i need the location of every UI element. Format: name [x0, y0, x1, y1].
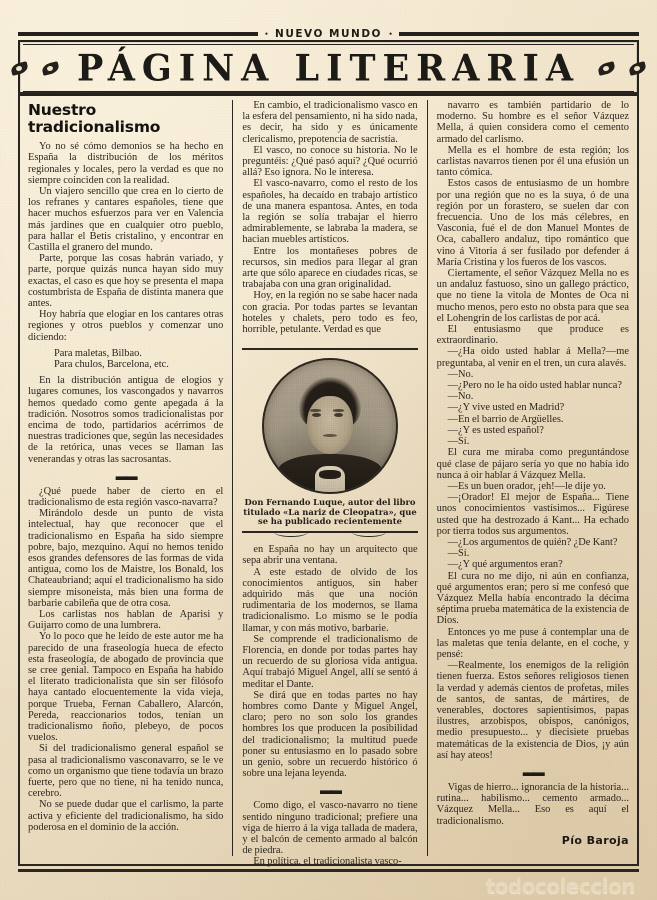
ornamental-rule-top — [242, 343, 417, 355]
ornamental-rule-bottom — [242, 526, 417, 538]
paragraph: Un viajero sencillo que crea en lo cierto de los refranes y cantares españoles, tiene que hacer muchos esfuerzos para ver en Valencia más jardines que en cualquier otro pueblo, para hallar el Betis cristalino, y encontrar en Castilla el granero del mundo. — [28, 185, 224, 253]
paragraph: No se puede dudar que el carlismo, la parte activa y eficiente del tradicionalismo, ha sido poderosa en el dominio de la acción. — [28, 799, 224, 833]
page-title: PÁGINA LITERARIA — [76, 46, 581, 90]
dialogue-line: —¿Y vive usted en Madrid? — [447, 402, 565, 414]
author-signature: Pío Baroja — [561, 833, 629, 847]
paragraph: A este estado de olvido de los conocimientos antiguos, sin haber adquirido más que una noción rudimentaria de los modernos, se llama tradicionalismo. Lo mismo se le podía llamar, y con más motivo, barbarie. — [242, 566, 418, 634]
dialogue-line: —Sí. — [447, 548, 470, 560]
kicker-bullet-right: • — [388, 28, 393, 39]
dialogue-line: —No. — [447, 391, 474, 403]
paragraph: Yo no sé cómo demonios se ha hecho en España la distribución de los méritos regionales y locales, pero la verdad es que no siempre coinciden con la realidad. — [28, 141, 224, 186]
portrait-photo — [262, 358, 398, 494]
column-2 — [232, 100, 427, 868]
dialogue-line: —¿Ha oido usted hablar á Mella?—me preguntaba, al venir en el tren, un cura alavés. — [436, 346, 629, 369]
paragraph: Ciertamente, el señor Vázquez Mella no es un andaluz fastuoso, sino un gallego práctico, que no tiene la vitola de Montes de Oca ni mucho menos, pero esto no obsta para que sea el Lohengrin de los carlistas de por acá. — [436, 268, 629, 324]
leaf-ornament-icon — [11, 63, 28, 74]
paragraph: Mella es el hombre de esta región; los carlistas navarros tienen por él una efusión un tanto cómica. — [436, 144, 629, 179]
footer-rule — [18, 869, 639, 872]
photo-caption: Don Fernando Luque, autor del libro titulado «La nariz de Cleopatra», que se ha publicado recientemente — [243, 497, 417, 526]
paragraph: Entre los montañeses pobres de recursos, sin medios para llegar al gran arte que sólo aparece en ciudades ricas, se trabajaba con una gran originalidad. — [242, 245, 418, 291]
paragraph: En la distribución antigua de elogios y lugares comunes, los vascongados y navarros hemos quedado como gente apegada á la tradición. Nosotros somos tradicionalistas por encima de todo, partidarios acérrimos de nuestras tradiciones que, según las necesidades de la retórica, unas veces se llaman las venerandas y otras las sacrosantas. — [28, 375, 224, 465]
column-3 — [428, 100, 629, 856]
photo-block — [242, 343, 417, 538]
watermark: todocoleccion — [485, 874, 635, 898]
dialogue-line: —¿Pero no le ha oído usted hablar nunca? — [447, 380, 622, 392]
paragraph: El vasco-navarro, como el resto de los españoles, ha decaído en trabajo artístico de una manera espantosa. Antes, en toda la región se solía trabajar el hierro admirablemente, se labraba la madera, se hacian muebles artísticos. — [242, 178, 418, 246]
paragraph: ¿Qué puede haber de cierto en el tradicionalismo de esta región vasco-navarra? — [28, 485, 224, 508]
portrait-eye — [334, 413, 343, 417]
paragraph: navarro es también partidario de lo moderno. Su hombre es el señor Vázquez Mella, á quien considera como el cemento armado del carlismo. — [436, 100, 629, 145]
portrait-face — [307, 396, 353, 454]
dialogue-line: —Es un buen orador, ¡eh!—le dije yo. — [447, 480, 606, 492]
paragraph: Estos casos de entusiasmo de un hombre por una región que no es la suya, ó de una región por un forastero, se suelen dar con frecuencia. Uno de los más célebres, en Vasconia, fué el de don Manuel Montes de Oca, caballero andaluz, tipo romántico que vino á Vitoria á ser fusilado por defender á María Cristina y los fueros de los vascos. — [436, 178, 629, 268]
paragraph: El vasco, no conoce su historia. No le preguntéis: ¿Qué pasó aquí? ¿Qué ocurrió allá? Eso ignora. No le interesa. — [242, 144, 418, 179]
leaf-ornament-icon — [598, 63, 615, 74]
verse-line: Para chulos, Barcelona, etc. — [54, 358, 169, 370]
kicker-rule-right — [399, 32, 639, 36]
paragraph: Como digo, el vasco-navarro no tiene sentido ninguno tradicional; prefiere una viga de hierro á la viga tallada de madera, y el balcón de cemento armado al balcón de piedra. — [242, 800, 418, 857]
rule-swash-right — [352, 527, 386, 537]
rule-swash-left — [274, 527, 308, 537]
paragraph: El cura no me dijo, ni aún en confianza, qué argumentos eran; pero sí me confesó que Vázquez Mella había encontrado la décima séptima prueba matemática de la existencia de Dios. — [436, 570, 629, 627]
dialogue-line: —No. — [447, 368, 474, 380]
paragraph: El cura me miraba como preguntándose qué clase de pájaro sería yo que no había ido nunca á oir hablar á Vázquez Mella. — [436, 447, 629, 481]
paragraph: Entonces yo me puse á contemplar una de las maletas que tenía delante, en el coche, y pensé: — [436, 626, 629, 660]
paragraph: Se comprende el tradicionalismo de Florencia, en donde por todas partes hay un recuerdo de su gloriosa vida antigua. Aquí trabajó Miguel Angel, allí se sentó á meditar el Dante. — [242, 633, 418, 690]
section-separator: ▬▬ — [115, 468, 136, 483]
dialogue-line: —¡Orador! El mejor de España... Tiene unos conocimientos vastísimos... Figúrese usted que ha destrozado á Kant... Ha echado por tierra todos sus argumentos. — [436, 492, 629, 537]
verse-line: Para maletas, Bilbao. — [54, 347, 142, 359]
paragraph: Si del tradicionalismo general español se pasa al tradicionalismo vasconavarro, se le ve como un organismo que tiene todavía un brazo fuerte, pero que no tiene, ni ha tenido nunca, cerebro. — [28, 743, 224, 800]
dialogue-line: —¿Y es usted español? — [447, 424, 544, 436]
kicker-bullet-left: • — [264, 28, 269, 39]
paragraph: En cambio, el tradicionalismo vasco en la esfera del pensamiento, ni ha sido nada, es decir, ha sido y es únicamente clericalismo, prepotencia de sacristía. — [242, 100, 418, 145]
article-headline: Nuestro tradicionalismo — [28, 101, 161, 137]
portrait-eye — [312, 413, 321, 417]
column-container — [28, 100, 629, 868]
portrait-container — [242, 358, 417, 494]
paragraph: Vigas de hierro... ignorancia de la historia... rutina... habilismo... cemento armado... Vázquez Mella... Eso es aquí el tradicionalismo. — [436, 781, 629, 827]
section-separator: ▬▬ — [319, 783, 340, 798]
paragraph: El entusiasmo que produce es extraordinario. — [436, 324, 629, 347]
dialogue-line: —¿Y qué argumentos eran? — [447, 559, 563, 571]
portrait-mouth — [323, 434, 337, 437]
article-frame — [18, 92, 639, 866]
masthead — [0, 26, 657, 92]
paragraph: Los carlistas nos hablan de Aparisi y Guijarro como de una lumbrera. — [28, 609, 224, 632]
paragraph: —Realmente, los enemigos de la religión tienen fuerza. Estos señores religiosos tienen la verdad y además cientos de profetas, miles de santos, de santas, de mártires, de venerables, doctores sapientísimos, papas ilustres, arzobispos, obispos, canónigos, medio presupuesto... y diecisiete pruebas matemáticas de la existencia de Dios, ¡y aún así hay ateos! — [436, 660, 629, 761]
paragraph: Se dirá que en todas partes no hay hombres como Dante y Miguel Angel, claro; pero no son solo los grandes hombres los que producen la posibilidad del tradicionalismo; la multitud puede poner su entusiasmo en lo pasado sobre un genio, sobre un recuerdo histórico ó sobre una lejana leyenda. — [242, 689, 418, 780]
leaf-ornament-icon — [42, 63, 59, 74]
dialogue-line: —¿Los argumentos de quién? ¿De Kant? — [447, 536, 618, 548]
dialogue-line: —Sí. — [447, 436, 470, 448]
column-1 — [28, 100, 232, 856]
portrait-eyebrow — [310, 409, 321, 412]
kicker-rule-left — [18, 32, 258, 36]
portrait-eyebrow — [333, 409, 344, 412]
leaf-ornament-icon — [629, 63, 646, 74]
paragraph: Hoy habría que elogiar en los cantares otras regiones y otros pueblos y comenzar uno diciendo: — [28, 309, 224, 343]
publication-name: NUEVO MUNDO — [275, 28, 382, 40]
portrait-bowtie — [319, 470, 341, 479]
dialogue-line: —En el barrio de Argüelles. — [447, 413, 564, 425]
paragraph: Yo lo poco que he leído de este autor me ha parecido de una fraseología hueca de efecto esta fraseología, de abogado de provincia que se cree genial. Tampoco en España ha habido el literato tradicionalista que sin ser filósofo haya cantado elocuentemente la vida vieja, porque Trueba, Fernan Caballero, Alarcón, Pereda, reaccionarios todos, tenían un tradicionalismo ñoño, plebeyo, de pocos vuelos. — [28, 631, 224, 744]
masthead-title-box — [18, 40, 639, 96]
paragraph: en España no hay un arquitecto que sepa abrir una ventana. — [242, 544, 418, 567]
paragraph: En política, el tradicionalista vasco- — [253, 856, 402, 868]
rule-line — [242, 531, 417, 533]
section-separator: ▬▬ — [522, 764, 543, 779]
paragraph: Mirándolo desde un punto de vista intelectual, hay que reconocer que el tradicionalismo en España ha sido siempre pobre, bajo, mezquino. Aquí no hemos tenido esos grandes defensores de las formas de vida antigua, como los de Maistre, los Bonald, los Chateaubriand; aquí el tradicionalismo ha sido siempre misoneista, más bien una forma de barbarie cabileña que de otra cosa. — [28, 508, 224, 609]
paragraph: Hoy, en la región no se sabe hacer nada con gracia. Por todas partes se levantan hoteles y chalets, pero todo es feo, horrible, petulante. Verdad es que — [242, 290, 418, 336]
rule-line — [242, 348, 417, 350]
paragraph: Parte, porque las cosas habrán variado, y parte, porque quizás nunca hayan sido muy exactas, el caso es que hoy se presenta el mapa costumbrista de España de distinta manera que antes. — [28, 253, 224, 309]
